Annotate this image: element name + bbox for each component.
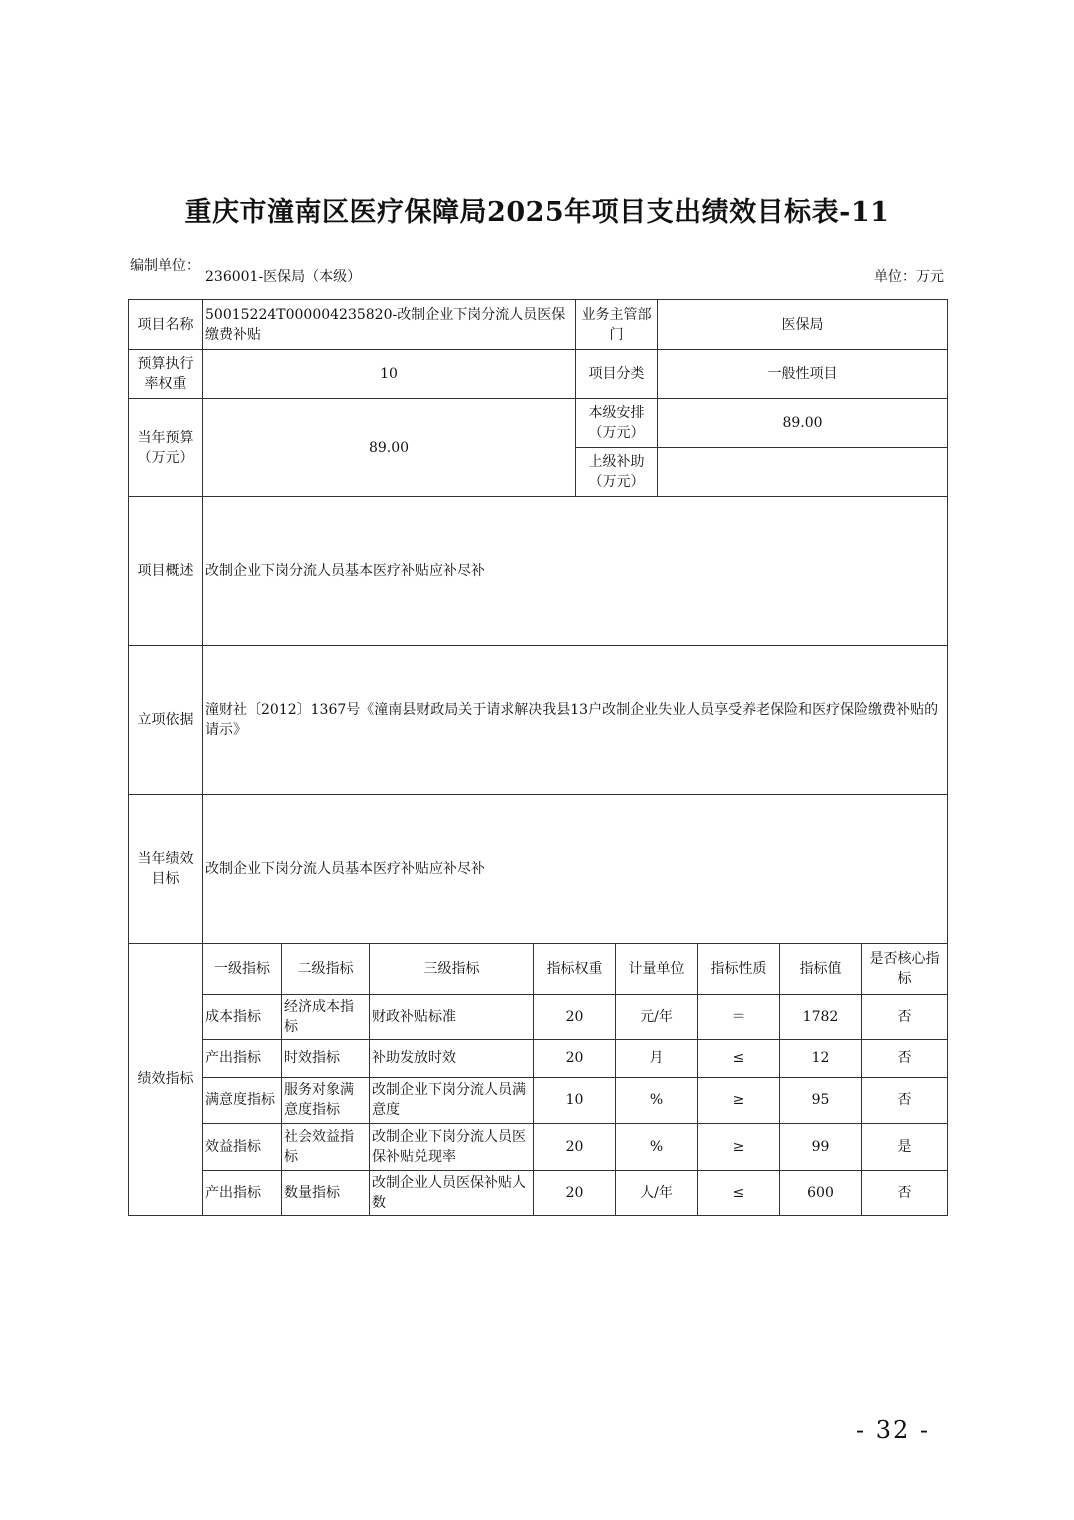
budget-label: 当年预算（万元） bbox=[129, 399, 203, 497]
nature-cell: ≤ bbox=[698, 1170, 780, 1215]
level1-cell: 满意度指标 bbox=[203, 1077, 282, 1123]
local-value: 89.00 bbox=[658, 399, 948, 448]
level1-cell: 产出指标 bbox=[203, 1039, 282, 1077]
nature-cell: ≥ bbox=[698, 1123, 780, 1170]
weight-cell: 10 bbox=[534, 1077, 616, 1123]
header-unit: 计量单位 bbox=[616, 944, 698, 994]
level1-cell: 产出指标 bbox=[203, 1170, 282, 1215]
header-level2: 二级指标 bbox=[282, 944, 370, 994]
weight-cell: 20 bbox=[534, 1170, 616, 1215]
header-value: 指标值 bbox=[780, 944, 862, 994]
level3-cell: 改制企业人员医保补贴人数 bbox=[370, 1170, 534, 1215]
level2-cell: 时效指标 bbox=[282, 1039, 370, 1077]
header-level1: 一级指标 bbox=[203, 944, 282, 994]
overview-value: 改制企业下岗分流人员基本医疗补贴应补尽补 bbox=[203, 497, 948, 646]
core-cell: 是 bbox=[862, 1123, 948, 1170]
level2-cell: 服务对象满意度指标 bbox=[282, 1077, 370, 1123]
overview-label: 项目概述 bbox=[129, 497, 203, 646]
level3-cell: 改制企业下岗分流人员满意度 bbox=[370, 1077, 534, 1123]
core-cell: 否 bbox=[862, 1039, 948, 1077]
unit-cell: % bbox=[616, 1123, 698, 1170]
weight-cell: 20 bbox=[534, 994, 616, 1039]
unit-cell: % bbox=[616, 1077, 698, 1123]
budget-value: 89.00 bbox=[203, 399, 576, 497]
value-cell: 12 bbox=[780, 1039, 862, 1077]
category-label: 项目分类 bbox=[576, 350, 658, 399]
dept-value: 医保局 bbox=[658, 300, 948, 350]
nature-cell: ＝ bbox=[698, 994, 780, 1039]
core-cell: 否 bbox=[862, 1170, 948, 1215]
exec-rate-label: 预算执行率权重 bbox=[129, 350, 203, 399]
goal-value: 改制企业下岗分流人员基本医疗补贴应补尽补 bbox=[203, 795, 948, 944]
weight-cell: 20 bbox=[534, 1039, 616, 1077]
header-weight: 指标权重 bbox=[534, 944, 616, 994]
dept-label: 业务主管部门 bbox=[576, 300, 658, 350]
level3-cell: 财政补贴标准 bbox=[370, 994, 534, 1039]
org-label: 编制单位： bbox=[130, 258, 200, 274]
goal-label: 当年绩效目标 bbox=[129, 795, 203, 944]
upper-value bbox=[658, 448, 948, 497]
local-label: 本级安排（万元） bbox=[576, 399, 658, 448]
project-name-label: 项目名称 bbox=[129, 300, 203, 350]
project-info-table bbox=[128, 299, 948, 944]
project-name-value: 50015224T000004235820-改制企业下岗分流人员医保缴费补贴 bbox=[203, 300, 576, 350]
value-cell: 600 bbox=[780, 1170, 862, 1215]
page-number: - 32 - bbox=[856, 1416, 931, 1444]
basis-label: 立项依据 bbox=[129, 646, 203, 795]
level3-cell: 改制企业下岗分流人员医保补贴兑现率 bbox=[370, 1123, 534, 1170]
unit-cell: 月 bbox=[616, 1039, 698, 1077]
value-cell: 99 bbox=[780, 1123, 862, 1170]
level1-cell: 成本指标 bbox=[203, 994, 282, 1039]
indicator-section-label: 绩效指标 bbox=[129, 944, 203, 1215]
table-row bbox=[129, 1123, 948, 1170]
upper-label: 上级补助（万元） bbox=[576, 448, 658, 497]
core-cell: 否 bbox=[862, 1077, 948, 1123]
level2-cell: 社会效益指标 bbox=[282, 1123, 370, 1170]
table-row bbox=[129, 1039, 948, 1077]
weight-cell: 20 bbox=[534, 1123, 616, 1170]
unit-cell: 元/年 bbox=[616, 994, 698, 1039]
core-cell: 否 bbox=[862, 994, 948, 1039]
table-row bbox=[129, 994, 948, 1039]
level2-cell: 经济成本指标 bbox=[282, 994, 370, 1039]
nature-cell: ≤ bbox=[698, 1039, 780, 1077]
level3-cell: 补助发放时效 bbox=[370, 1039, 534, 1077]
unit-label: 单位：万元 bbox=[874, 269, 944, 285]
table-row bbox=[129, 1077, 948, 1123]
level2-cell: 数量指标 bbox=[282, 1170, 370, 1215]
nature-cell: ≥ bbox=[698, 1077, 780, 1123]
category-value: 一般性项目 bbox=[658, 350, 948, 399]
indicator-table bbox=[128, 944, 948, 1216]
level1-cell: 效益指标 bbox=[203, 1123, 282, 1170]
exec-rate-value: 10 bbox=[203, 350, 576, 399]
value-cell: 95 bbox=[780, 1077, 862, 1123]
table-row bbox=[129, 1170, 948, 1215]
header-level3: 三级指标 bbox=[370, 944, 534, 994]
value-cell: 1782 bbox=[780, 994, 862, 1039]
org-value: 236001-医保局（本级） bbox=[205, 269, 362, 285]
header-core: 是否核心指标 bbox=[862, 944, 948, 994]
basis-value: 潼财社〔2012〕1367号《潼南县财政局关于请求解决我县13户改制企业失业人员享受养老保险和医疗保险缴费补贴的请示》 bbox=[203, 646, 948, 795]
unit-cell: 人/年 bbox=[616, 1170, 698, 1215]
page-title: 重庆市潼南区医疗保障局2025年项目支出绩效目标表-11 bbox=[184, 197, 890, 228]
header-nature: 指标性质 bbox=[698, 944, 780, 994]
